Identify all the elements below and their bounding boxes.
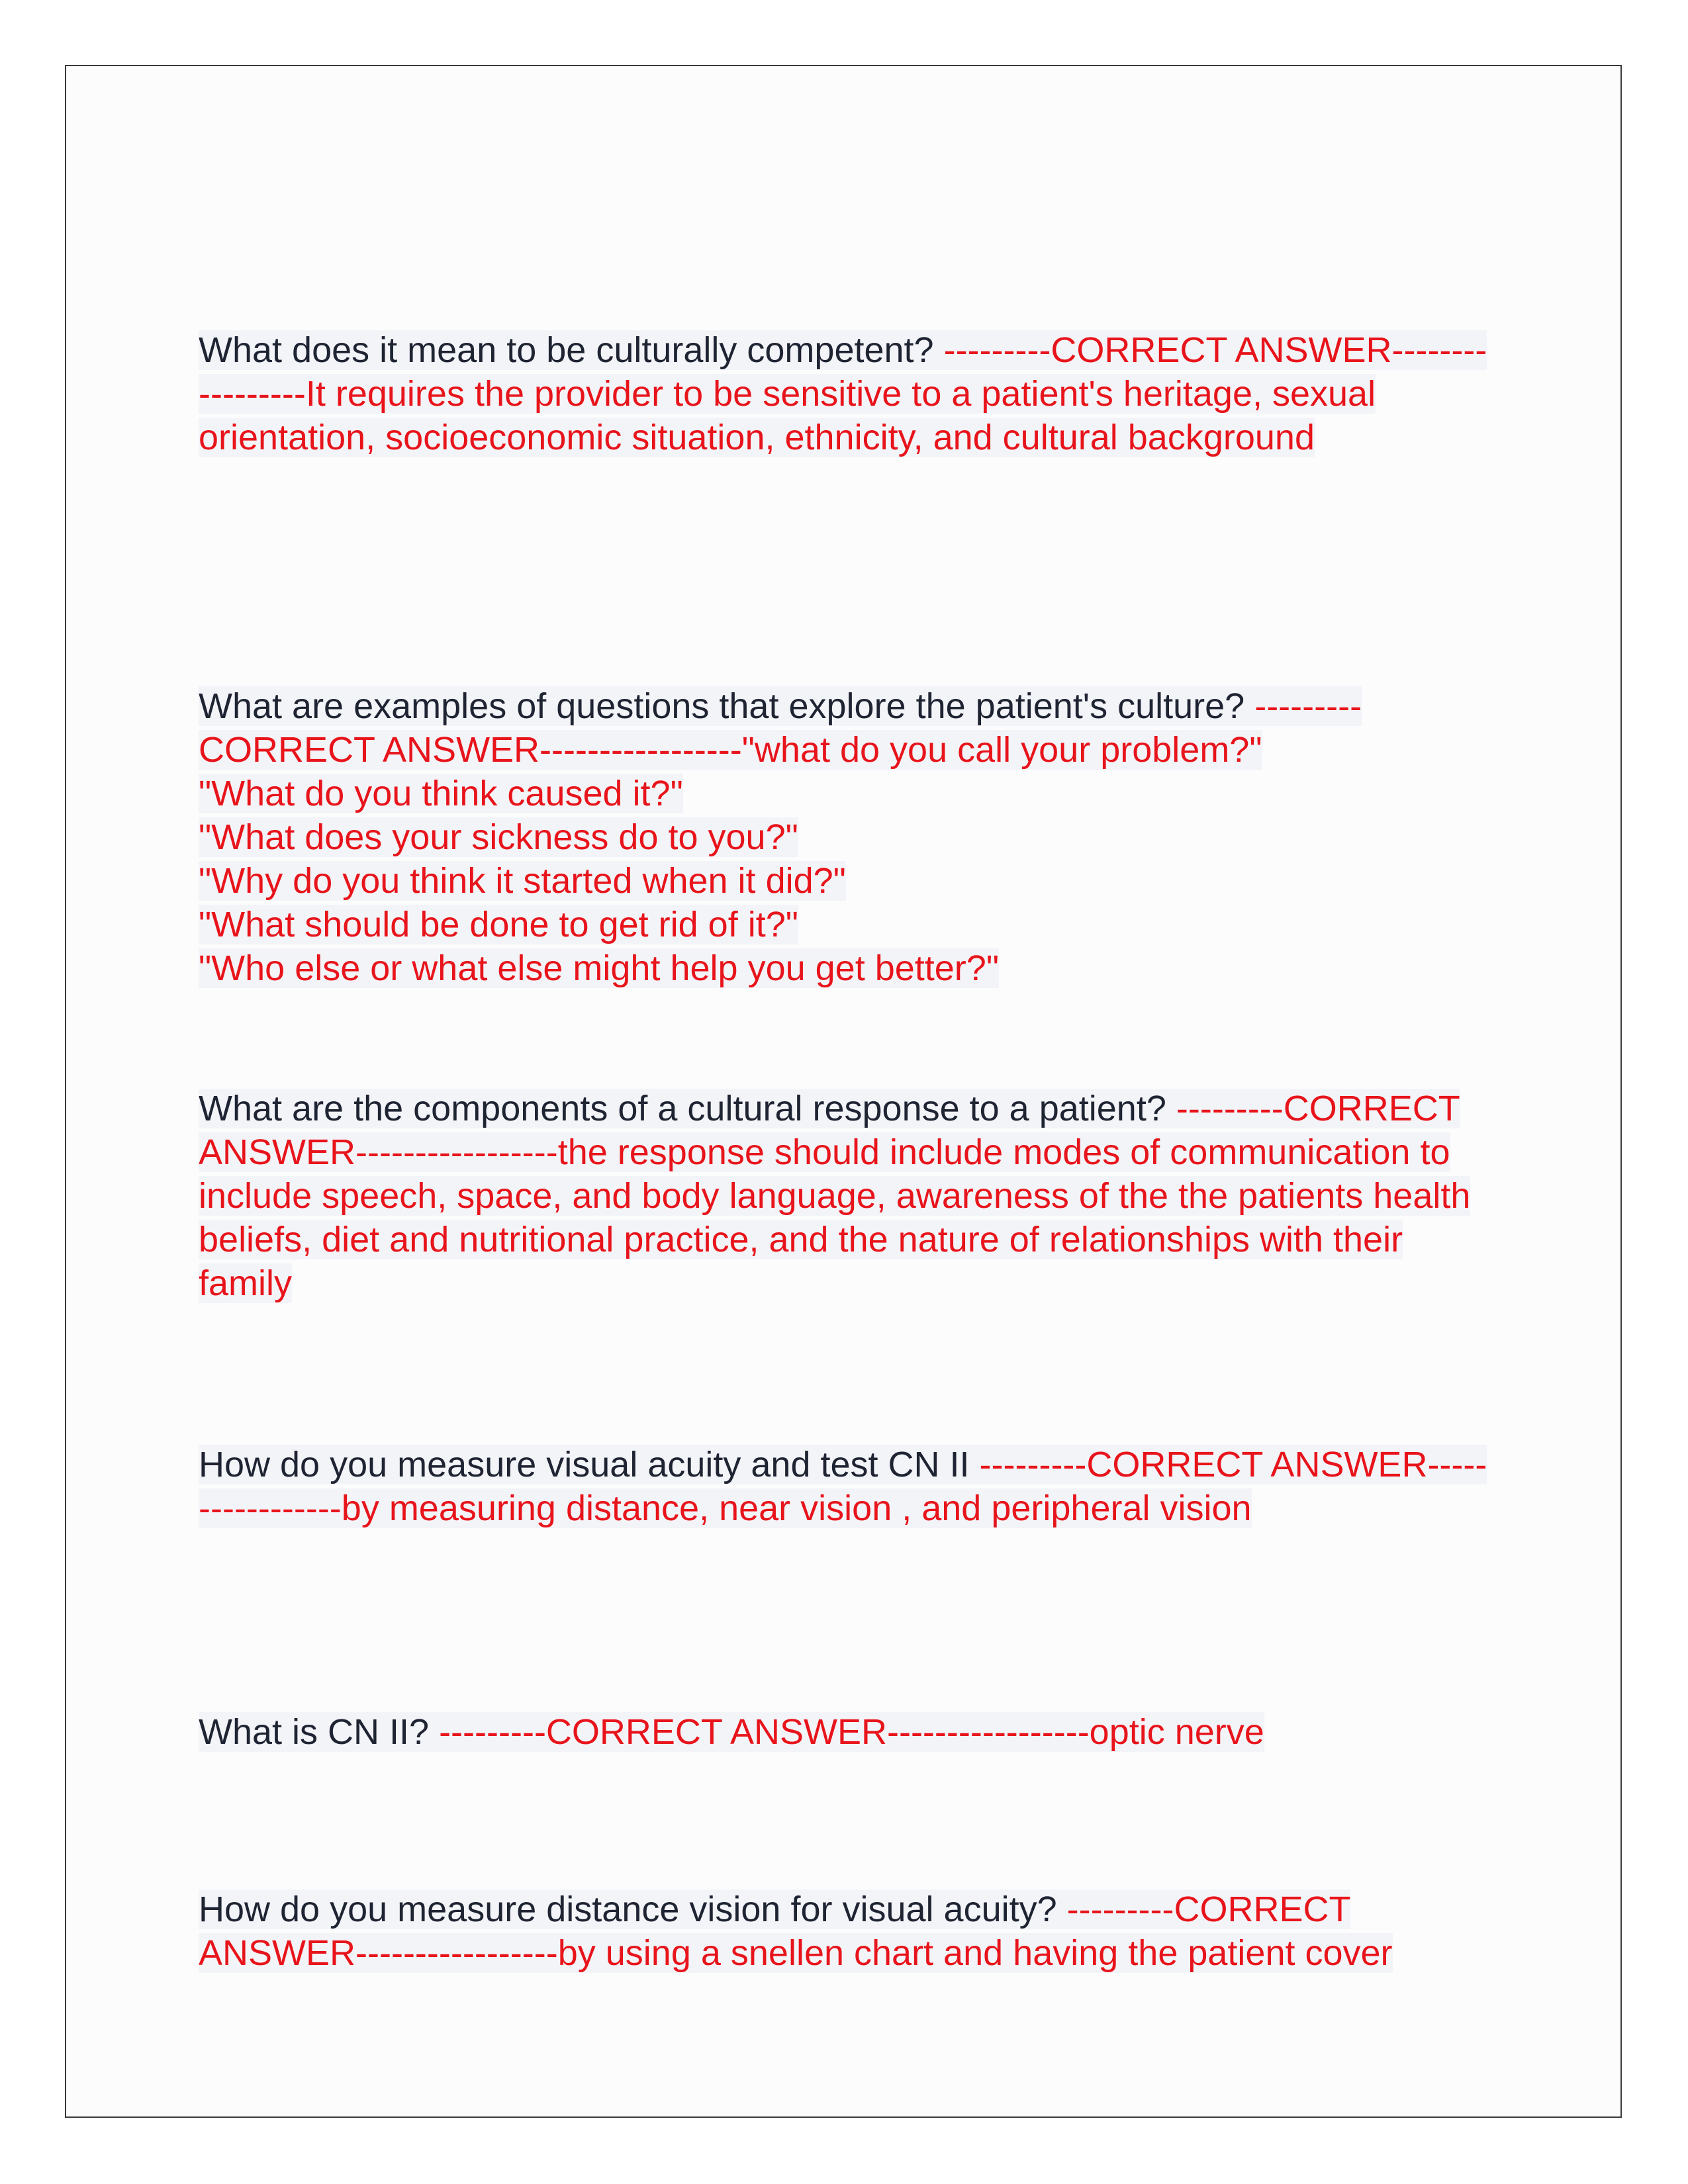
answer-text: ---------CORRECT ANSWER-----------------the response should include modes of communication to include speech, space, and body language, awareness of the the patients health beliefs, diet and nutritional practice, and the nature of relationships with their family [199, 1089, 1471, 1303]
question-text: What is CN II? [199, 1712, 440, 1752]
question-text: What does it mean to be culturally competent? [199, 330, 944, 370]
answer-text: ---------CORRECT ANSWER-----------------"what do you call your problem?" "What do you think caused it?" "What does your sickness do to you?" "Why do you think it started when it did?" "What should be done to get rid of it?" "Who else or what else might help you get better?" [199, 686, 1362, 988]
qa-item-cn-ii [199, 1710, 1496, 1754]
answer-text: ---------CORRECT ANSWER-----------------optic nerve [439, 1712, 1264, 1752]
question-text: What are examples of questions that explore the patient's culture? [199, 686, 1255, 726]
qa-item-cultural-response [199, 1087, 1496, 1305]
question-text: How do you measure distance vision for visual acuity? [199, 1889, 1067, 1929]
answer-text: ---------CORRECT ANSWER-----------------by measuring distance, near vision , and peripheral vision [199, 1445, 1487, 1528]
qa-item-visual-acuity [199, 1443, 1496, 1530]
answer-text: ---------CORRECT ANSWER-----------------by using a snellen chart and having the patient cover [199, 1889, 1393, 1973]
qa-item-cultural-competence [199, 328, 1496, 459]
question-text: How do you measure visual acuity and test CN II [199, 1445, 980, 1484]
answer-text: ---------CORRECT ANSWER-----------------It requires the provider to be sensitive to a patient's heritage, sexual orientation, socioeconomic situation, ethnicity, and cultural background [199, 330, 1487, 457]
question-text: What are the components of a cultural response to a patient? [199, 1089, 1176, 1128]
qa-item-distance-vision [199, 1888, 1496, 1975]
qa-item-culture-questions [199, 641, 1496, 990]
